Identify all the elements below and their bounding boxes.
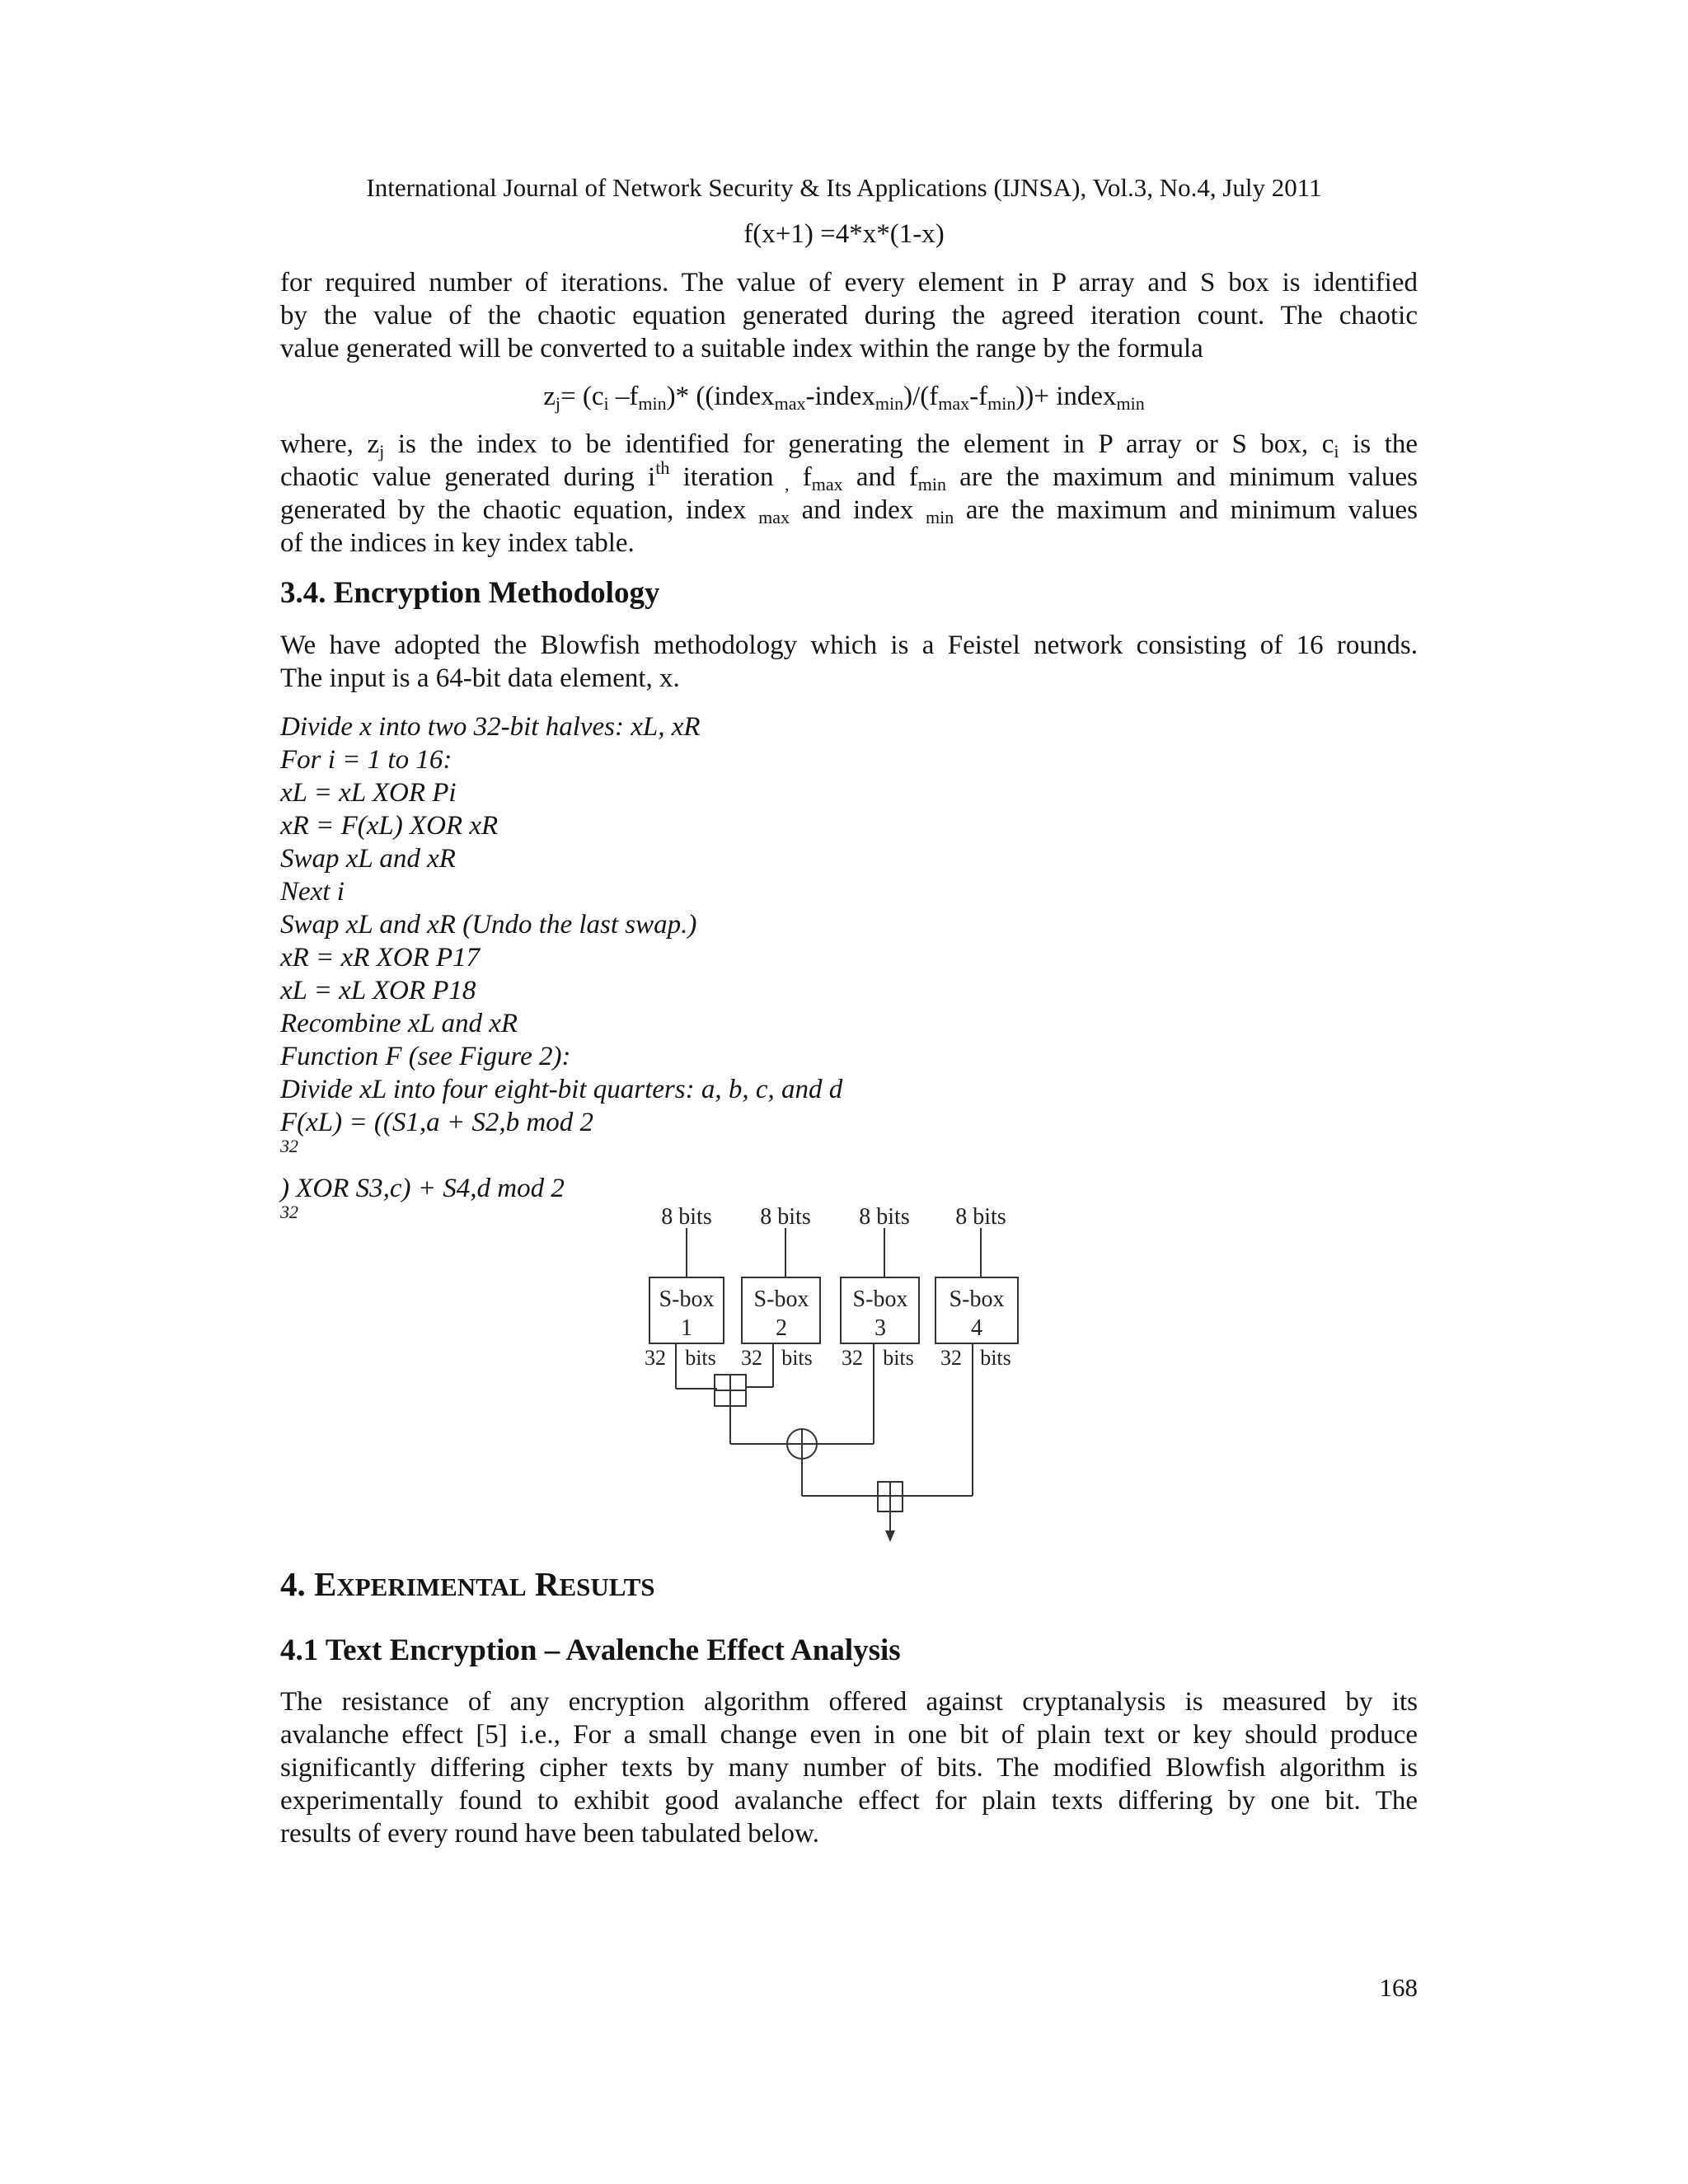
algorithm-line: For i = 1 to 16:: [280, 745, 452, 775]
algorithm-line: Swap xL and xR (Undo the last swap.): [280, 910, 697, 940]
text-line: where, $z_j$ is the index to be identified for generating the element in P array or S box, $c_i$ is the: [280, 429, 1418, 462]
text-line: generated by the chaotic equation, index $_{max}$ and index $_{min}$ are the maximum and minimum values: [280, 495, 1418, 527]
svg-text:bits: bits: [685, 1346, 716, 1370]
bit-label: 8 bits: [955, 1204, 1006, 1230]
s-box-number: 2: [776, 1315, 787, 1341]
page-number: 168: [1379, 1973, 1418, 2002]
algorithm-line: Divide x into two 32-bit halves: xL, xR: [280, 712, 701, 742]
algorithm-line: Next i: [280, 877, 345, 907]
text-line: The resistance of any encryption algorithm offered against cryptanalysis is measured by its: [280, 1687, 1418, 1717]
section-heading-4: 4. EXPERIMENTAL RESULTS: [280, 1565, 655, 1603]
bit-label: 8 bits: [661, 1204, 712, 1230]
s-box-title: S-box: [949, 1286, 1005, 1312]
algorithm-line: Divide xL into four eight-bit quarters: a, b, c, and d: [280, 1075, 843, 1104]
text-line: by the value of the chaotic equation generated during the agreed iteration count. The chaotic: [280, 301, 1418, 330]
chaotic-equation: f(x+1) =4*x*(1-x): [743, 219, 945, 249]
algorithm-line: xR = xR XOR P17: [280, 943, 481, 972]
output-arrow-icon: [885, 1530, 895, 1542]
text-line: for required number of iterations. The value of every element in P array and S box is identified: [280, 268, 1418, 298]
text-line: experimentally found to exhibit good avalanche effect for plain texts differing by one bit. The: [280, 1786, 1418, 1816]
section-heading-3-4: 3.4. Encryption Methodology: [280, 576, 660, 610]
svg-text:32: 32: [645, 1346, 666, 1370]
algorithm-line: xR = F(xL) XOR xR: [280, 811, 499, 841]
text-line: We have adopted the Blowfish methodology which is a Feistel network consisting of 16 rounds.: [280, 630, 1418, 660]
svg-text:bits: bits: [883, 1346, 914, 1370]
algorithm-line: xL = xL XOR Pi: [280, 778, 457, 808]
text-line: results of every round have been tabulated below.: [280, 1819, 819, 1849]
svg-text:bits: bits: [781, 1346, 813, 1370]
text-line: chaotic value generated during $i^{th}$ iteration $_,$ $f_{max}$ and $f_{min}$ are the maximum and minimum values: [280, 457, 1418, 494]
paragraph-avalanche: [280, 1685, 1418, 1850]
s-box-number: 1: [681, 1315, 692, 1341]
s-box-title: S-box: [659, 1286, 715, 1312]
svg-text:32: 32: [741, 1346, 762, 1370]
section-heading-4-1: 4.1 Text Encryption – Avalenche Effect Analysis: [280, 1633, 901, 1667]
text-line: avalanche effect [5] i.e., For a small change even in one bit of plain text or key should produce: [280, 1720, 1418, 1750]
paragraph-iterations: [280, 266, 1418, 365]
blowfish-f-function-figure: [626, 1199, 1039, 1545]
svg-text:32: 32: [940, 1346, 962, 1370]
paragraph-blowfish: [280, 629, 1418, 695]
svg-text:bits: bits: [980, 1346, 1011, 1370]
algorithm-line: Swap xL and xR: [280, 844, 456, 874]
s-box-number: 3: [874, 1315, 886, 1341]
s-box-title: S-box: [753, 1286, 809, 1312]
journal-header: International Journal of Network Security & Its Applications (IJNSA), Vol.3, No.4, July 2011: [366, 173, 1322, 202]
algorithm-line: Recombine xL and xR: [280, 1009, 518, 1038]
algorithm-line: Function F (see Figure 2):: [280, 1042, 571, 1071]
s-box-number: 4: [971, 1315, 982, 1341]
text-line: of the indices in key index table.: [280, 528, 635, 558]
bit-label: 8 bits: [760, 1204, 811, 1230]
algorithm-listing: [280, 710, 1269, 1238]
text-line: The input is a 64-bit data element, x.: [280, 663, 680, 693]
s-box-title: S-box: [852, 1286, 908, 1312]
text-line: value generated will be converted to a suitable index within the range by the formula: [280, 334, 1203, 363]
algorithm-line: xL = xL XOR P18: [280, 976, 476, 1005]
bit-label: 8 bits: [859, 1204, 910, 1230]
algorithm-line: F(xL) = ((S1,a + S2,b mod 2 $^{32}$ ) XOR S3,c) + S4,d mod 2 $^{32}$: [280, 1108, 593, 1222]
index-formula: $z_j= (c_i$ $-f_{min})*$ $((index_{max}-index_{min})/(f_{max}-f_{min}))+$ index$_{min}$: [543, 382, 1145, 414]
svg-text:32: 32: [842, 1346, 863, 1370]
paragraph-where: [280, 428, 1418, 560]
text-line: significantly differing cipher texts by many number of bits. The modified Blowfish algorithm is: [280, 1753, 1418, 1783]
